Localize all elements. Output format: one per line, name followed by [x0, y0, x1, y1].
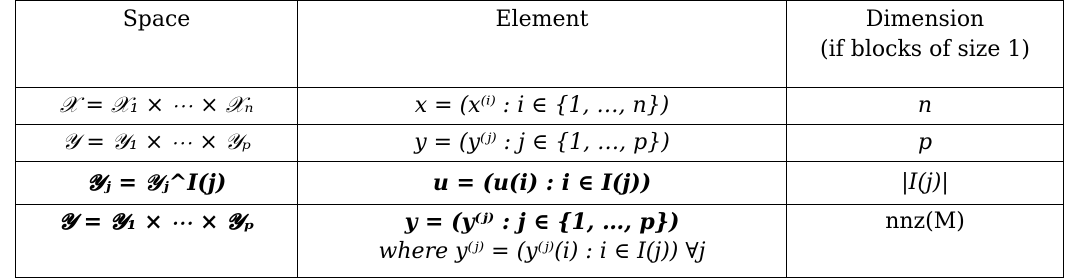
header-dimension	[787, 1, 1064, 88]
cell-space: 𝓨ⱼ = 𝒴ⱼ^I(j)	[16, 162, 298, 205]
header-dimension-line1: Dimension	[865, 7, 985, 32]
cell-element: y = (y⁽ʲ⁾ : j ∈ {1, …, p})	[298, 125, 787, 162]
table-row	[16, 162, 1064, 205]
cell-space: 𝒴 = 𝒴₁ × ⋯ × 𝒴ₚ	[16, 125, 298, 162]
cell-element-line1: y = (y⁽ʲ⁾ : j ∈ {1, …, p})	[404, 209, 680, 235]
header-element: Element	[298, 1, 787, 88]
cell-dimension: n	[787, 88, 1064, 125]
cell-dimension: p	[787, 125, 1064, 162]
notation-table	[15, 0, 1064, 278]
table-row	[16, 125, 1064, 162]
table-row	[16, 88, 1064, 125]
table-header-row	[16, 1, 1064, 88]
cell-space: 𝓨 = 𝓨₁ × ⋯ × 𝓨ₚ	[16, 205, 298, 278]
cell-element: x = (x⁽ⁱ⁾ : i ∈ {1, …, n})	[298, 88, 787, 125]
cell-element-line2: where y⁽ʲ⁾ = (y⁽ʲ⁾(i) : i ∈ I(j)) ∀j	[378, 239, 706, 264]
cell-element: u = (u(i) : i ∈ I(j))	[298, 162, 787, 205]
header-dimension-line2: (if blocks of size 1)	[820, 37, 1030, 62]
cell-element	[298, 205, 787, 278]
cell-space: 𝒳 = 𝒳₁ × ⋯ × 𝒳ₙ	[16, 88, 298, 125]
cell-dimension: |I(j)|	[787, 162, 1064, 205]
table-row	[16, 205, 1064, 278]
header-space: Space	[16, 1, 298, 88]
cell-dimension: nnz(M)	[787, 205, 1064, 278]
